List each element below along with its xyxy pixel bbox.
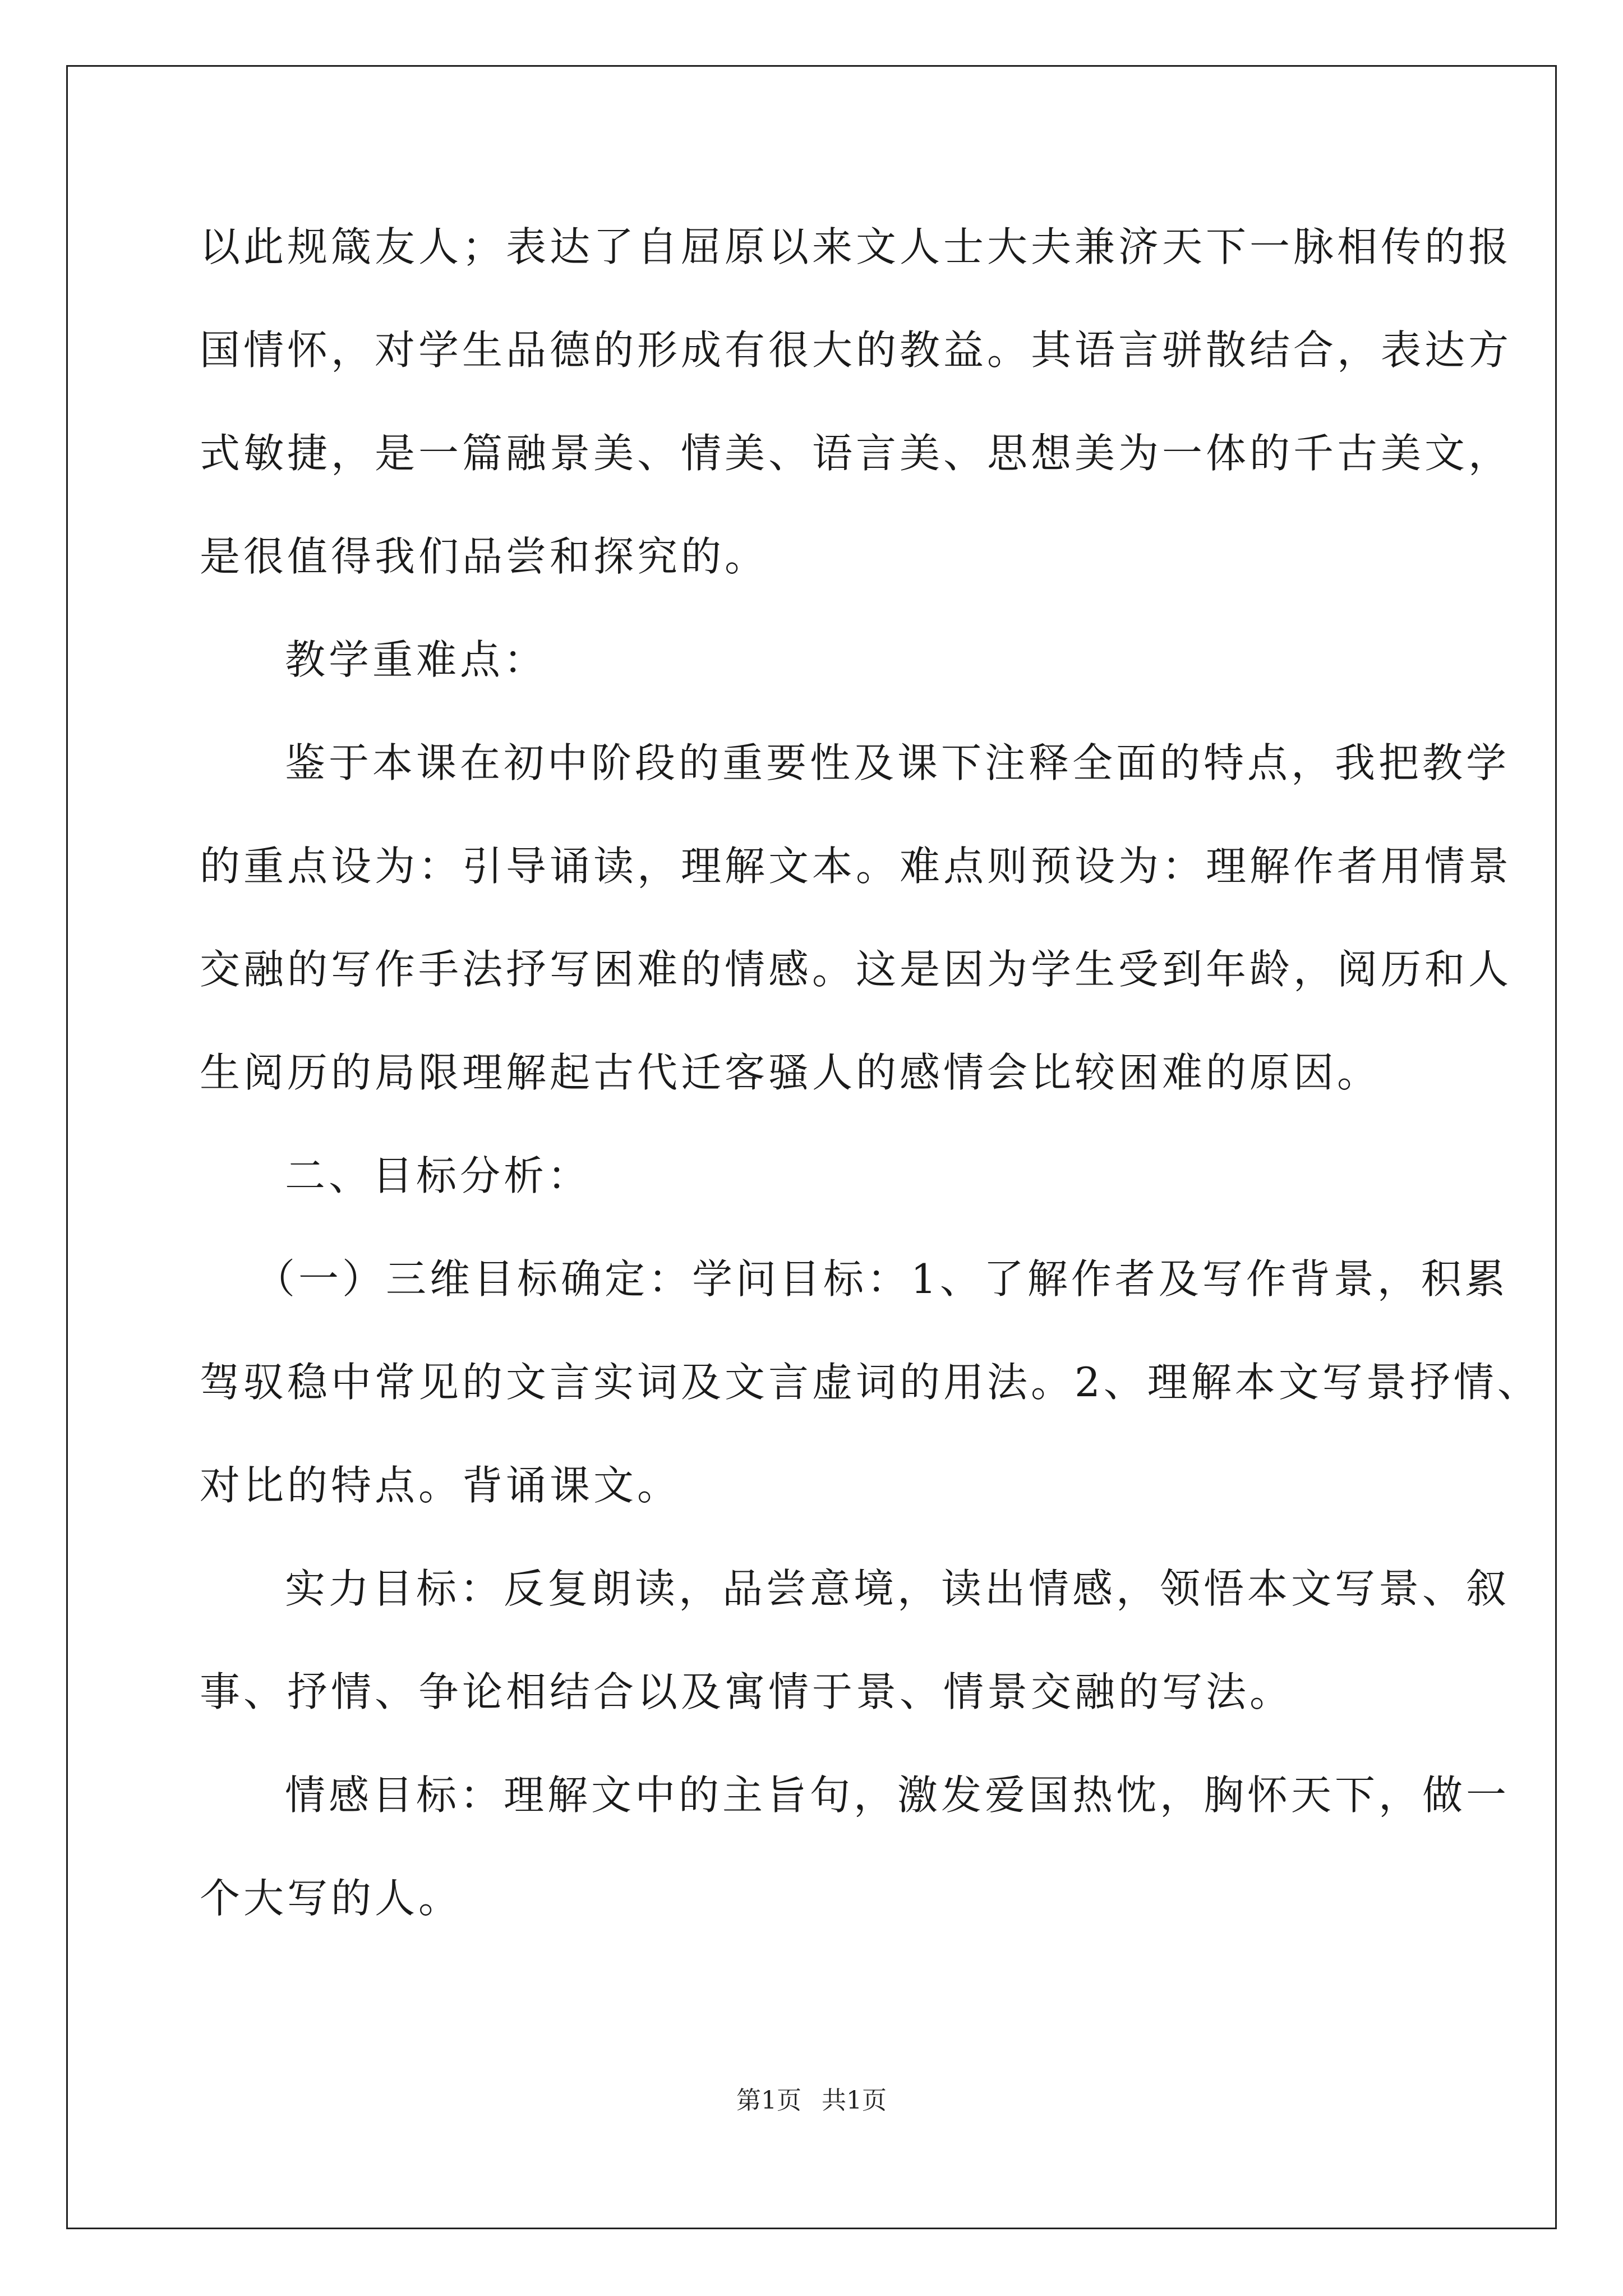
text-line: 是很值得我们品尝和探究的。 [200,533,769,580]
text-line: （一）三维目标确定：学问目标：1、了解作者及写作背景，积累 [255,1255,1509,1303]
page-number-total: 共1页 [822,2086,887,2115]
text-line: 交融的写作手法抒写困难的情感。这是因为学生受到年龄，阅历和人 [200,946,1513,993]
text-line: 生阅历的局限理解起古代迁客骚人的感情会比较困难的原因。 [200,1049,1381,1096]
text-line: 个大写的人。 [200,1875,463,1922]
text-line: 国情怀，对学生品德的形成有很大的教益。其语言骈散结合，表达方 [200,326,1513,374]
text-line: 实力目标：反复朗读，品尝意境，读出情感，领悟本文写景、叙 [285,1565,1510,1612]
text-line: 的重点设为：引导诵读，理解文本。难点则预设为：理解作者用情景 [200,843,1513,890]
text-line: 鉴于本课在初中阶段的重要性及课下注释全面的特点，我把教学 [285,739,1510,786]
text-line: 驾驭稳中常见的文言实词及文言虚词的用法。2、理解本文写景抒情、 [200,1359,1541,1406]
text-line: 以此规箴友人；表达了自屈原以来文人士大夫兼济天下一脉相传的报 [200,223,1513,270]
section-heading: 教学重难点： [285,636,548,683]
text-line: 情感目标：理解文中的主旨句，激发爱国热忱，胸怀天下，做一 [285,1772,1510,1819]
text-line: 事、抒情、争论相结合以及寓情于景、情景交融的写法。 [200,1668,1294,1715]
text-line: 式敏捷，是一篇融景美、情美、语言美、思想美为一体的千古美文， [200,430,1513,477]
page-footer [0,2084,1623,2118]
section-heading: 二、目标分析： [285,1152,592,1199]
page-number-current: 第1页 [736,2086,801,2115]
text-line: 对比的特点。背诵课文。 [200,1462,681,1509]
